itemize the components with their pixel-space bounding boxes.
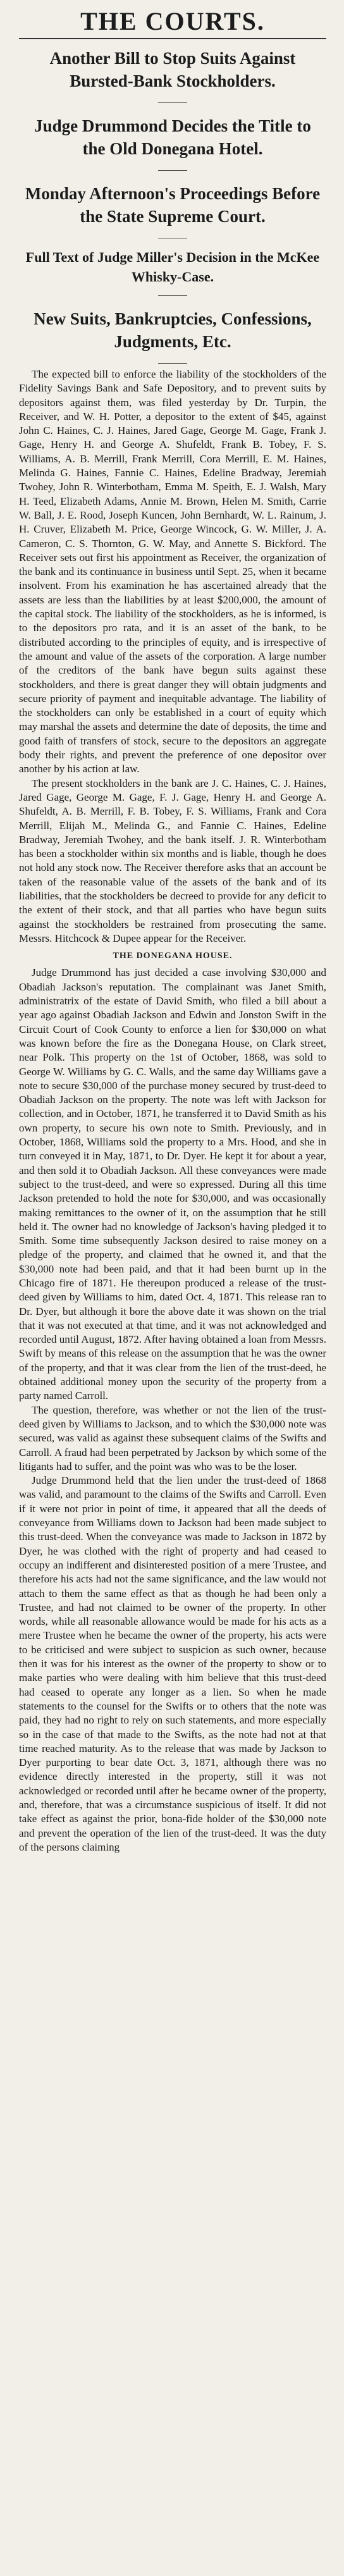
divider: [158, 102, 187, 103]
deck-1: Another Bill to Stop Suits Against Bursted-Bank Stockholders.: [49, 49, 296, 90]
deck-4: Full Text of Judge Miller's Decision in the McKee Whisky-Case.: [25, 249, 320, 285]
divider: [158, 170, 187, 171]
divider: [158, 295, 187, 296]
paragraph: Judge Drummond held that the lien under the trust-deed of 1868 was valid, and paramount to the claims of the Swifts and Carroll. Even if it were not prior in point of time, it appeared that all the deeds of conveyance from Williams down to Jackson had been made subject to this trust-deed. When the conveyance was made to Jackson in 1872 by Dyer, he was clothed with the right of property and had ceased to occupy an indifferent and disinterested position of a mere Trustee, and therefore his acts had not the same significance, and the law would not attach to them the same effect as that as though he had been only a Trustee, and had not claimed to be owner of the property. In other words, while all reasonable allowance would be made for his acts as a mere Trustee when he became the owner of the property, his acts were to be criticised and were subject to suspicion as such owner, because then it was for his interest as the owner of the property to show or to make parties who were dealing with him believe that this trust-deed had ceased to operate any longer as a lien. So when he made statements to the counsel for the Swifts or to others that the note was paid, they had no right to rely on such statements, and more especially so in the case of that made to the Swifts, as the note had not at that time reached maturity. As to the release that was made by Jackson to Dyer purporting to bear date Oct. 3, 1871, although there was no evidence directly interested in the property, still it was not acknowledged or recorded until after he became owner of the property, and, therefore, that was a circumstance suspicious of itself. It did not take effect as against the prior, bona-fide holder of the $30,000 note and prevent the operation of the lien of the trust-deed. It was the duty of the persons claiming: [19, 1474, 326, 1853]
deck-2: Judge Drummond Decides the Title to the Old Donegana Hotel.: [34, 116, 311, 158]
page-title: THE COURTS.: [19, 0, 326, 39]
article-body: [19, 367, 326, 1854]
paragraph: The question, therefore, was whether or not the lien of the trust-deed given by Williams to Jackson, and to which the $30,000 note was secured, was valid as against these subsequent claims of the Swifts and Carroll. A fraud had been perpetrated by Jackson by which some of the litigants had to suffer, and the point was who was to be the loser.: [19, 1403, 326, 1472]
paragraph: The present stockholders in the bank are J. C. Haines, C. J. Haines, Jared Gage, George M. Gage, F. J. Gage, Henry H. and George A. Shufeldt, A. B. Merrill, F. B. Tobey, F. S. Williams, Frank and Cora Merrill, Elijah M., Melinda G., and Fannie C. Haines, Edeline Bradway, Jeremiah Twohey, and the bank itself. J. R. Winterbotham has been a stockholder within six months and is liable, though he does not hold any stock now. The Receiver therefore asks that an account be taken of the reasonable value of the assets of the bank and of its liabilities, that the stockholders be decreed to provide for any deficit to the extent of their stock, and that all parties who have begun suits against the stockholders be restrained from prosecuting the same. Messrs. Hitchcock & Dupee appear for the Receiver.: [19, 777, 326, 944]
paragraph: Judge Drummond has just decided a case involving $30,000 and Obadiah Jackson's reputation. The complainant was Janet Smith, administratrix of the estate of David Smith, who filed a bill about a year ago against Obadiah Jackson and Edwin and Jonston Swift in the Circuit Court of Cook County to enforce a lien for $30,000 on what was known before the fire as the Donegana House, on Clark street, near Polk. This property on the 1st of October, 1868, was sold to George W. Williams by G. C. Walls, and the same day Williams gave a note to secure $30,000 of the purchase money secured by trust-deed to Obadiah Jackson on the property. The note was left with Jackson for collection, and in October, 1871, he transferred it to David Smith as his own property, to secure his own note to Smith. Previously, and in October, 1868, Williams sold the property to a Mrs. Hood, and she in turn conveyed it in May, 1871, to Dr. Dyer. He kept it for about a year, and then sold it to Obadiah Jackson. All these conveyances were made subject to the trust-deed, and were so expressed. During all this time Jackson pretended to hold the note for $30,000, and was occasionally making remittances to the owner of it, on the assumption that he still held it. The owner had no knowledge of Jackson's having pledged it to Smith. Some time subsequently Jackson desired to raise money on a pledge of the property, and claimed that he owned it, and that the $30,000 note had been paid, and that it had been burnt up in the Chicago fire of 1871. He thereupon produced a release of the trust-deed given by Williams to him, dated Oct. 4, 1871. This release ran to Dr. Dyer, but although it bore the above date it was shown on the trial that it was not executed at that time, and it was not acknowledged and recorded until August, 1872. After having obtained a loan from Messrs. Swift by means of this release on the assumption that he was the owner of the property, and that it was clear from the lien of the trust-deed, he obtained additional money upon the security of the property from a party named Carroll.: [19, 966, 326, 1402]
deck-5: New Suits, Bankruptcies, Confessions, Judgments, Etc.: [34, 309, 312, 351]
section-subhead: THE DONEGANA HOUSE.: [113, 951, 233, 961]
divider: [158, 363, 187, 364]
paragraph: The expected bill to enforce the liability of the stockholders of the Fidelity Savings Bank and Safe Depository, and to prevent suits by depositors against them, was filed yesterday by Dr. Turpin, the Receiver, and W. H. Potter, a depositor to the extent of $45, against John C. Haines, C. J. Haines, Jared Gage, George M. Gage, Frank J. Gage, Henry H. and George A. Shufeldt, Frank B. Tobey, F. S. Williams, A. B. Merrill, Frank Merrill, Cora Merrill, E. M. Haines, Melinda G. Haines, Fannie C. Haines, Edeline Bradway, Jeremiah Twohey, John R. Winterbotham, Emma M. Speith, E. J. Walsh, Mary H. Teed, Elizabeth Adams, Annie M. Brown, Helen M. Smith, Carrie W. Ball, J. E. Rood, Joseph Kuncen, John Bernhardt, W. L. Rainum, J. H. Cruver, Elizabeth M. Price, George Wincock, G. W. Miller, J. A. Cameron, C. S. Thornton, G. W. May, and Annette S. Bickford. The Receiver sets out first his appointment as Receiver, the organization of the bank and its continuance in business until Sept. 25, when it became insolvent. From his examination he has ascertained already that the assets are less than the liabilities by at least $200,000, the amount of the capital stock. The liability of the stockholders, as he is informed, is to the depositors pro rata, and it is an asset of the bank, to be distributed according to the principles of equity, and is irrespective of the amount and value of the assets of the corporation. A large number of the creditors of the bank have begun suits against these stockholders, and there is great danger they will obtain judgments and secure priority of payment and inequitable advantage. The liability of the stockholders can only be established in a court of equity which may marshal the assets and determine the date of deposits, the time and good faith of transfers of stock, secure to the depositors an aggregate body their rights, and prevent the preference of one depositor over another by his action at law.: [19, 368, 326, 775]
deck-3: Monday Afternoon's Proceedings Before the State Supreme Court.: [25, 184, 321, 226]
